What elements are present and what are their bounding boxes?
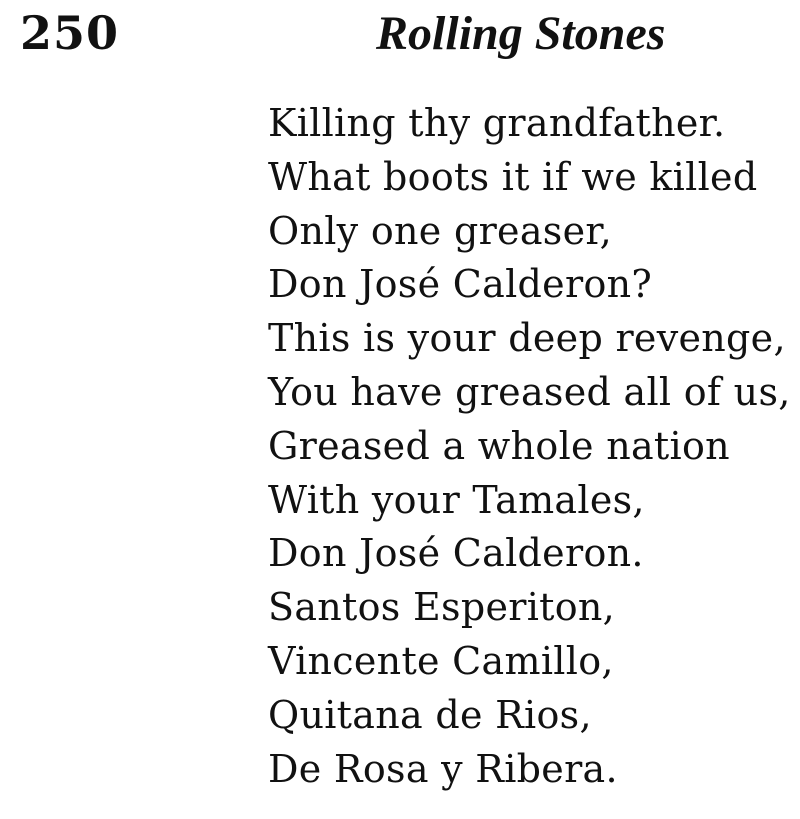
poem-line: Vincente Camillo,	[268, 638, 614, 683]
poem-stanza	[268, 97, 798, 796]
running-head-title: Rolling Stones	[376, 7, 666, 60]
poem-line: Don José Calderon?	[268, 262, 653, 307]
poem-line: Killing thy grandfather.	[268, 101, 726, 145]
poem-line: Don José Calderon.	[268, 531, 644, 576]
poem-line: What boots it if we killed	[268, 154, 758, 199]
poem-line: Only one greaser,	[268, 208, 613, 253]
poem-line: With your Tamales,	[268, 477, 645, 522]
poem-line: Santos Esperiton,	[268, 585, 616, 630]
poem-line: This is your deep revenge,	[268, 316, 786, 361]
poem-line: De Rosa y Ribera.	[268, 746, 618, 791]
page-number: 250	[20, 6, 120, 60]
poem-line: Quitana de Rios,	[268, 692, 592, 737]
poem-line: Greased a whole nation	[268, 423, 730, 468]
poem-line: You have greased all of us,	[268, 369, 791, 414]
